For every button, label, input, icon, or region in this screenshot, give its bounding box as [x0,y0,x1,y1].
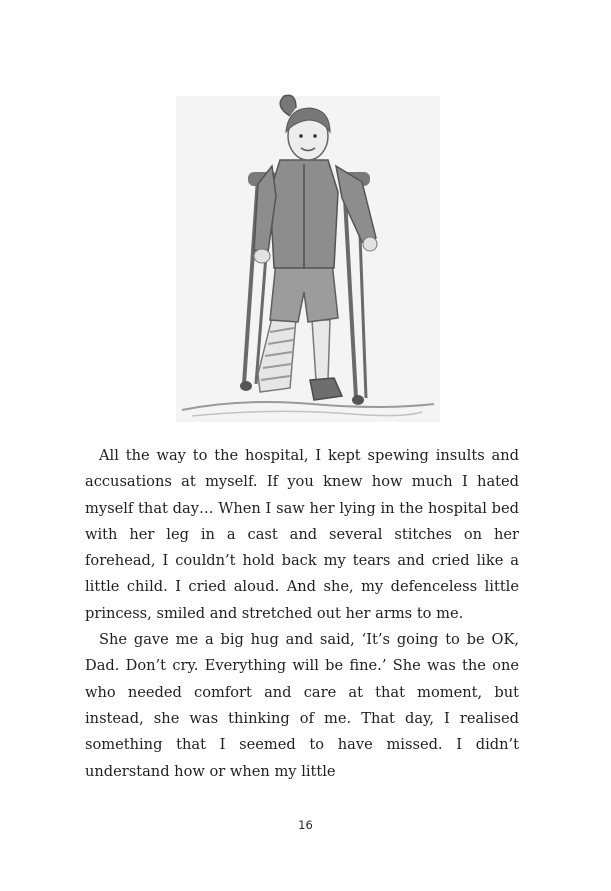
pencil-sketch [172,92,444,430]
page-number: 16 [298,818,313,832]
body-text [85,443,519,785]
girl-on-crutches-illustration [172,92,444,430]
paragraph-2: She gave me a big hug and said, ‘It’s going to be OK, Dad. Don’t cry. Everything will be fine.’ She was the one who needed comfort and care at that moment, but instead, she was thinking of me. That day, I realised something that I seemed to have missed. I didn’t understand how or when my little [85,631,519,780]
paragraph-1: All the way to the hospital, I kept spewing insults and accusations at myself. If you knew how much I hated myself that day… When I saw her lying in the hospital bed with her leg in a cast and several stitches on her forehead, I couldn’t hold back my tears and cried like a little child. I cried aloud. And she, my defenceless little princess, smiled and stretched out her arms to me. [85,447,519,622]
